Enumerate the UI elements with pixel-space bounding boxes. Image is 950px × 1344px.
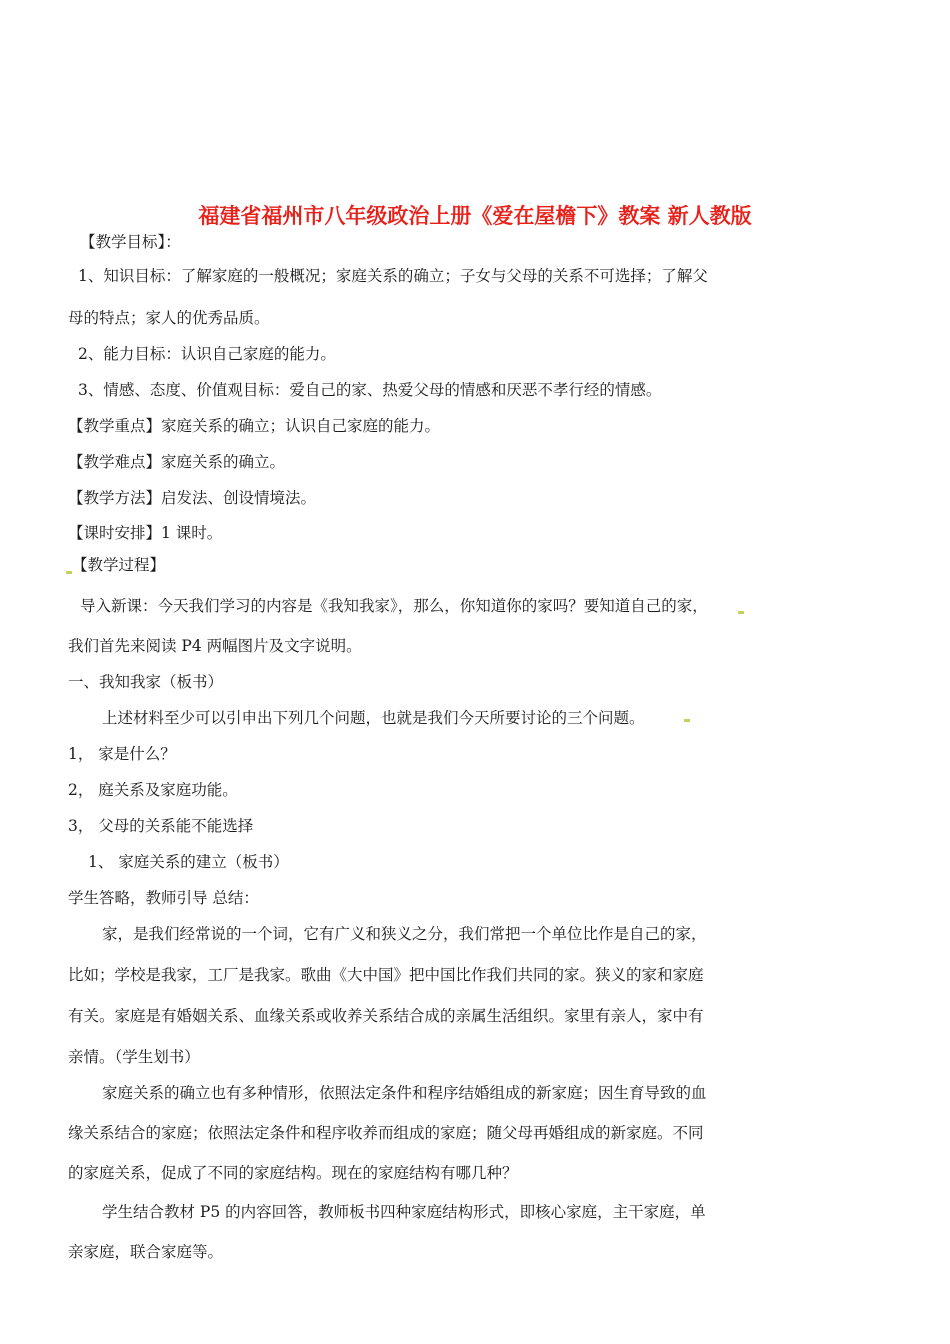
family-paragraph-line-2: 比如；学校是我家，工厂是我家。歌曲《大中国》把中国比作我们共同的家。狭义的家和家庭	[68, 966, 704, 984]
student-answer-summary: 学生答略，教师引导 总结：	[68, 889, 259, 907]
margin-mark	[684, 719, 690, 722]
intro-line-2: 我们首先来阅读 P4 两幅图片及文字说明。	[68, 637, 362, 655]
structure-paragraph-line-1: 学生结合教材 P5 的内容回答，教师板书四种家庭结构形式，即核心家庭，主干家庭，单	[102, 1203, 706, 1221]
objective-emotion: 3、情感、态度、价值观目标：爱自己的家、热爱父母的情感和厌恶不孝行经的情感。	[78, 381, 662, 399]
section-teaching-process-heading: 【教学过程】	[72, 556, 166, 574]
relations-paragraph-line-1: 家庭关系的确立也有多种情形，依照法定条件和程序结婚组成的新家庭；因生育导致的血	[102, 1084, 707, 1102]
intro-line-1: 导入新课：今天我们学习的内容是《我知我家》，那么，你知道你的家吗？要知道自己的家，	[80, 597, 708, 615]
teaching-key-points: 【教学重点】家庭关系的确立；认识自己家庭的能力。	[68, 417, 441, 435]
objective-ability: 2、能力目标：认识自己家庭的能力。	[78, 345, 336, 363]
objective-knowledge-line-1: 1、知识目标：了解家庭的一般概况；家庭关系的确立；子女与父母的关系不可选择；了解父	[78, 267, 708, 285]
materials-paragraph: 上述材料至少可以引申出下列几个问题，也就是我们今天所要讨论的三个问题。	[102, 709, 645, 727]
question-1: 1， 家是什么？	[68, 745, 176, 763]
section-teaching-objectives-heading: 【教学目标】：	[80, 233, 181, 251]
teaching-methods: 【教学方法】启发法、创设情境法。	[68, 489, 317, 507]
subsection-family-relations-heading: 1、 家庭关系的建立（板书）	[88, 853, 289, 871]
relations-paragraph-line-2: 缘关系结合的家庭；依照法定条件和程序收养而组成的家庭；随父母再婚组成的新家庭。不同	[68, 1124, 704, 1142]
family-paragraph-line-4: 亲情。（学生划书）	[68, 1048, 200, 1066]
family-paragraph-line-3: 有关。家庭是有婚姻关系、血缘关系或收养关系结合成的亲属生活组织。家里有亲人，家中有	[68, 1007, 704, 1025]
family-paragraph-line-1: 家，是我们经常说的一个词，它有广义和狭义之分，我们常把一个单位比作是自己的家，	[102, 925, 707, 943]
class-hours: 【课时安排】1 课时。	[68, 524, 223, 542]
question-2: 2， 庭关系及家庭功能。	[68, 781, 238, 799]
teaching-difficulties: 【教学难点】家庭关系的确立。	[68, 453, 286, 471]
section-one-heading: 一、我知我家（板书）	[68, 673, 224, 691]
document-title: 福建省福州市八年级政治上册《爱在屋檐下》教案 新人教版	[198, 204, 752, 228]
relations-paragraph-line-3: 的家庭关系，促成了不同的家庭结构。现在的家庭结构有哪几种？	[68, 1164, 518, 1182]
structure-paragraph-line-2: 亲家庭，联合家庭等。	[68, 1243, 224, 1261]
question-3: 3， 父母的关系能不能选择	[68, 817, 254, 835]
margin-mark	[738, 611, 744, 614]
objective-knowledge-line-2: 母的特点；家人的优秀品质。	[68, 309, 270, 327]
